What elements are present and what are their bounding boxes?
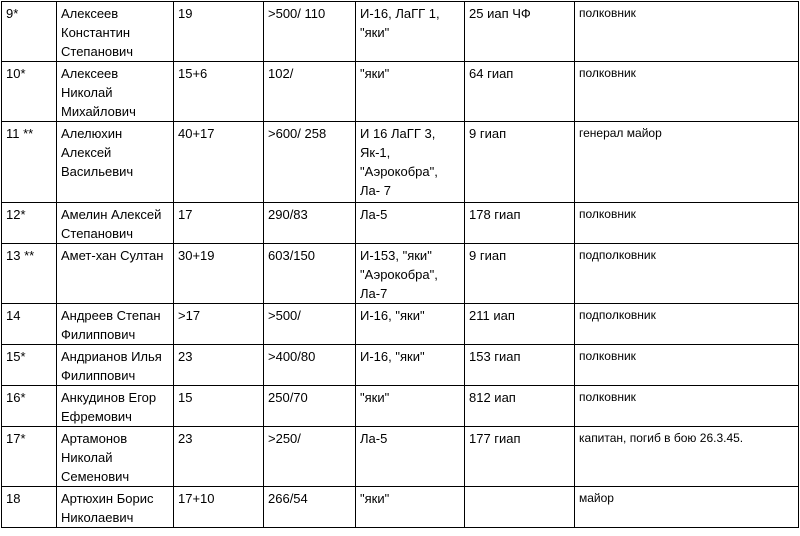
cell-sorties: 603/150 (264, 244, 356, 304)
cell-name: Андрианов Илья Филиппович (57, 345, 174, 386)
cell-name: Анкудинов Егор Ефремович (57, 386, 174, 427)
cell-number: 11 ** (2, 122, 57, 203)
cell-aircraft: "яки" (356, 386, 465, 427)
cell-rank: полковник (575, 345, 799, 386)
cell-number: 17* (2, 427, 57, 487)
cell-victories: >17 (174, 304, 264, 345)
cell-name: Алексеев Николай Михайлович (57, 62, 174, 122)
cell-unit: 153 гиап (465, 345, 575, 386)
cell-unit: 9 гиап (465, 122, 575, 203)
cell-victories: 40+17 (174, 122, 264, 203)
cell-rank: полковник (575, 203, 799, 244)
cell-aircraft: Ла-5 (356, 203, 465, 244)
cell-sorties: >500/ (264, 304, 356, 345)
table-row (2, 427, 799, 487)
cell-sorties: >250/ (264, 427, 356, 487)
aces-table (1, 1, 799, 528)
cell-rank: полковник (575, 62, 799, 122)
cell-aircraft: "яки" (356, 487, 465, 528)
cell-name: Амет-хан Султан (57, 244, 174, 304)
cell-rank: капитан, погиб в бою 26.3.45. (575, 427, 799, 487)
cell-unit: 64 гиап (465, 62, 575, 122)
cell-rank: полковник (575, 2, 799, 62)
cell-sorties: 290/83 (264, 203, 356, 244)
cell-number: 13 ** (2, 244, 57, 304)
table-row (2, 304, 799, 345)
cell-victories: 19 (174, 2, 264, 62)
cell-unit: 9 гиап (465, 244, 575, 304)
cell-unit: 211 иап (465, 304, 575, 345)
cell-rank: подполковник (575, 244, 799, 304)
cell-aircraft: "яки" (356, 62, 465, 122)
cell-name: Алексеев Константин Степанович (57, 2, 174, 62)
cell-name: Андреев Степан Филиппович (57, 304, 174, 345)
cell-aircraft: Ла-5 (356, 427, 465, 487)
cell-rank: полковник (575, 386, 799, 427)
cell-victories: 15 (174, 386, 264, 427)
cell-victories: 30+19 (174, 244, 264, 304)
cell-victories: 15+6 (174, 62, 264, 122)
cell-rank: майор (575, 487, 799, 528)
cell-unit: 812 иап (465, 386, 575, 427)
cell-name: Артюхин Борис Николаевич (57, 487, 174, 528)
table-row (2, 345, 799, 386)
cell-number: 16* (2, 386, 57, 427)
cell-victories: 17 (174, 203, 264, 244)
cell-aircraft: И-16, "яки" (356, 345, 465, 386)
cell-sorties: >500/ 110 (264, 2, 356, 62)
cell-aircraft: И-16, "яки" (356, 304, 465, 345)
cell-aircraft: И-153, "яки" "Аэрокобра", Ла-7 (356, 244, 465, 304)
cell-sorties: 250/70 (264, 386, 356, 427)
cell-number: 12* (2, 203, 57, 244)
cell-rank: подполковник (575, 304, 799, 345)
cell-unit: 25 иап ЧФ (465, 2, 575, 62)
cell-aircraft: И 16 ЛаГГ 3, Як-1, "Аэрокобра", Ла- 7 (356, 122, 465, 203)
cell-sorties: >400/80 (264, 345, 356, 386)
cell-victories: 23 (174, 345, 264, 386)
cell-victories: 17+10 (174, 487, 264, 528)
cell-number: 9* (2, 2, 57, 62)
cell-name: Алелюхин Алексей Васильевич (57, 122, 174, 203)
cell-aircraft: И-16, ЛаГГ 1, "яки" (356, 2, 465, 62)
cell-unit (465, 487, 575, 528)
table-row (2, 487, 799, 528)
cell-sorties: 266/54 (264, 487, 356, 528)
table-row (2, 244, 799, 304)
cell-number: 15* (2, 345, 57, 386)
table-row (2, 2, 799, 62)
cell-number: 14 (2, 304, 57, 345)
cell-unit: 177 гиап (465, 427, 575, 487)
cell-number: 18 (2, 487, 57, 528)
cell-victories: 23 (174, 427, 264, 487)
cell-name: Артамонов Николай Семенович (57, 427, 174, 487)
cell-sorties: >600/ 258 (264, 122, 356, 203)
cell-rank: генерал майор (575, 122, 799, 203)
table-row (2, 62, 799, 122)
cell-name: Амелин Алексей Степанович (57, 203, 174, 244)
cell-number: 10* (2, 62, 57, 122)
table-row (2, 386, 799, 427)
cell-sorties: 102/ (264, 62, 356, 122)
table-row (2, 122, 799, 203)
table-row (2, 203, 799, 244)
cell-unit: 178 гиап (465, 203, 575, 244)
